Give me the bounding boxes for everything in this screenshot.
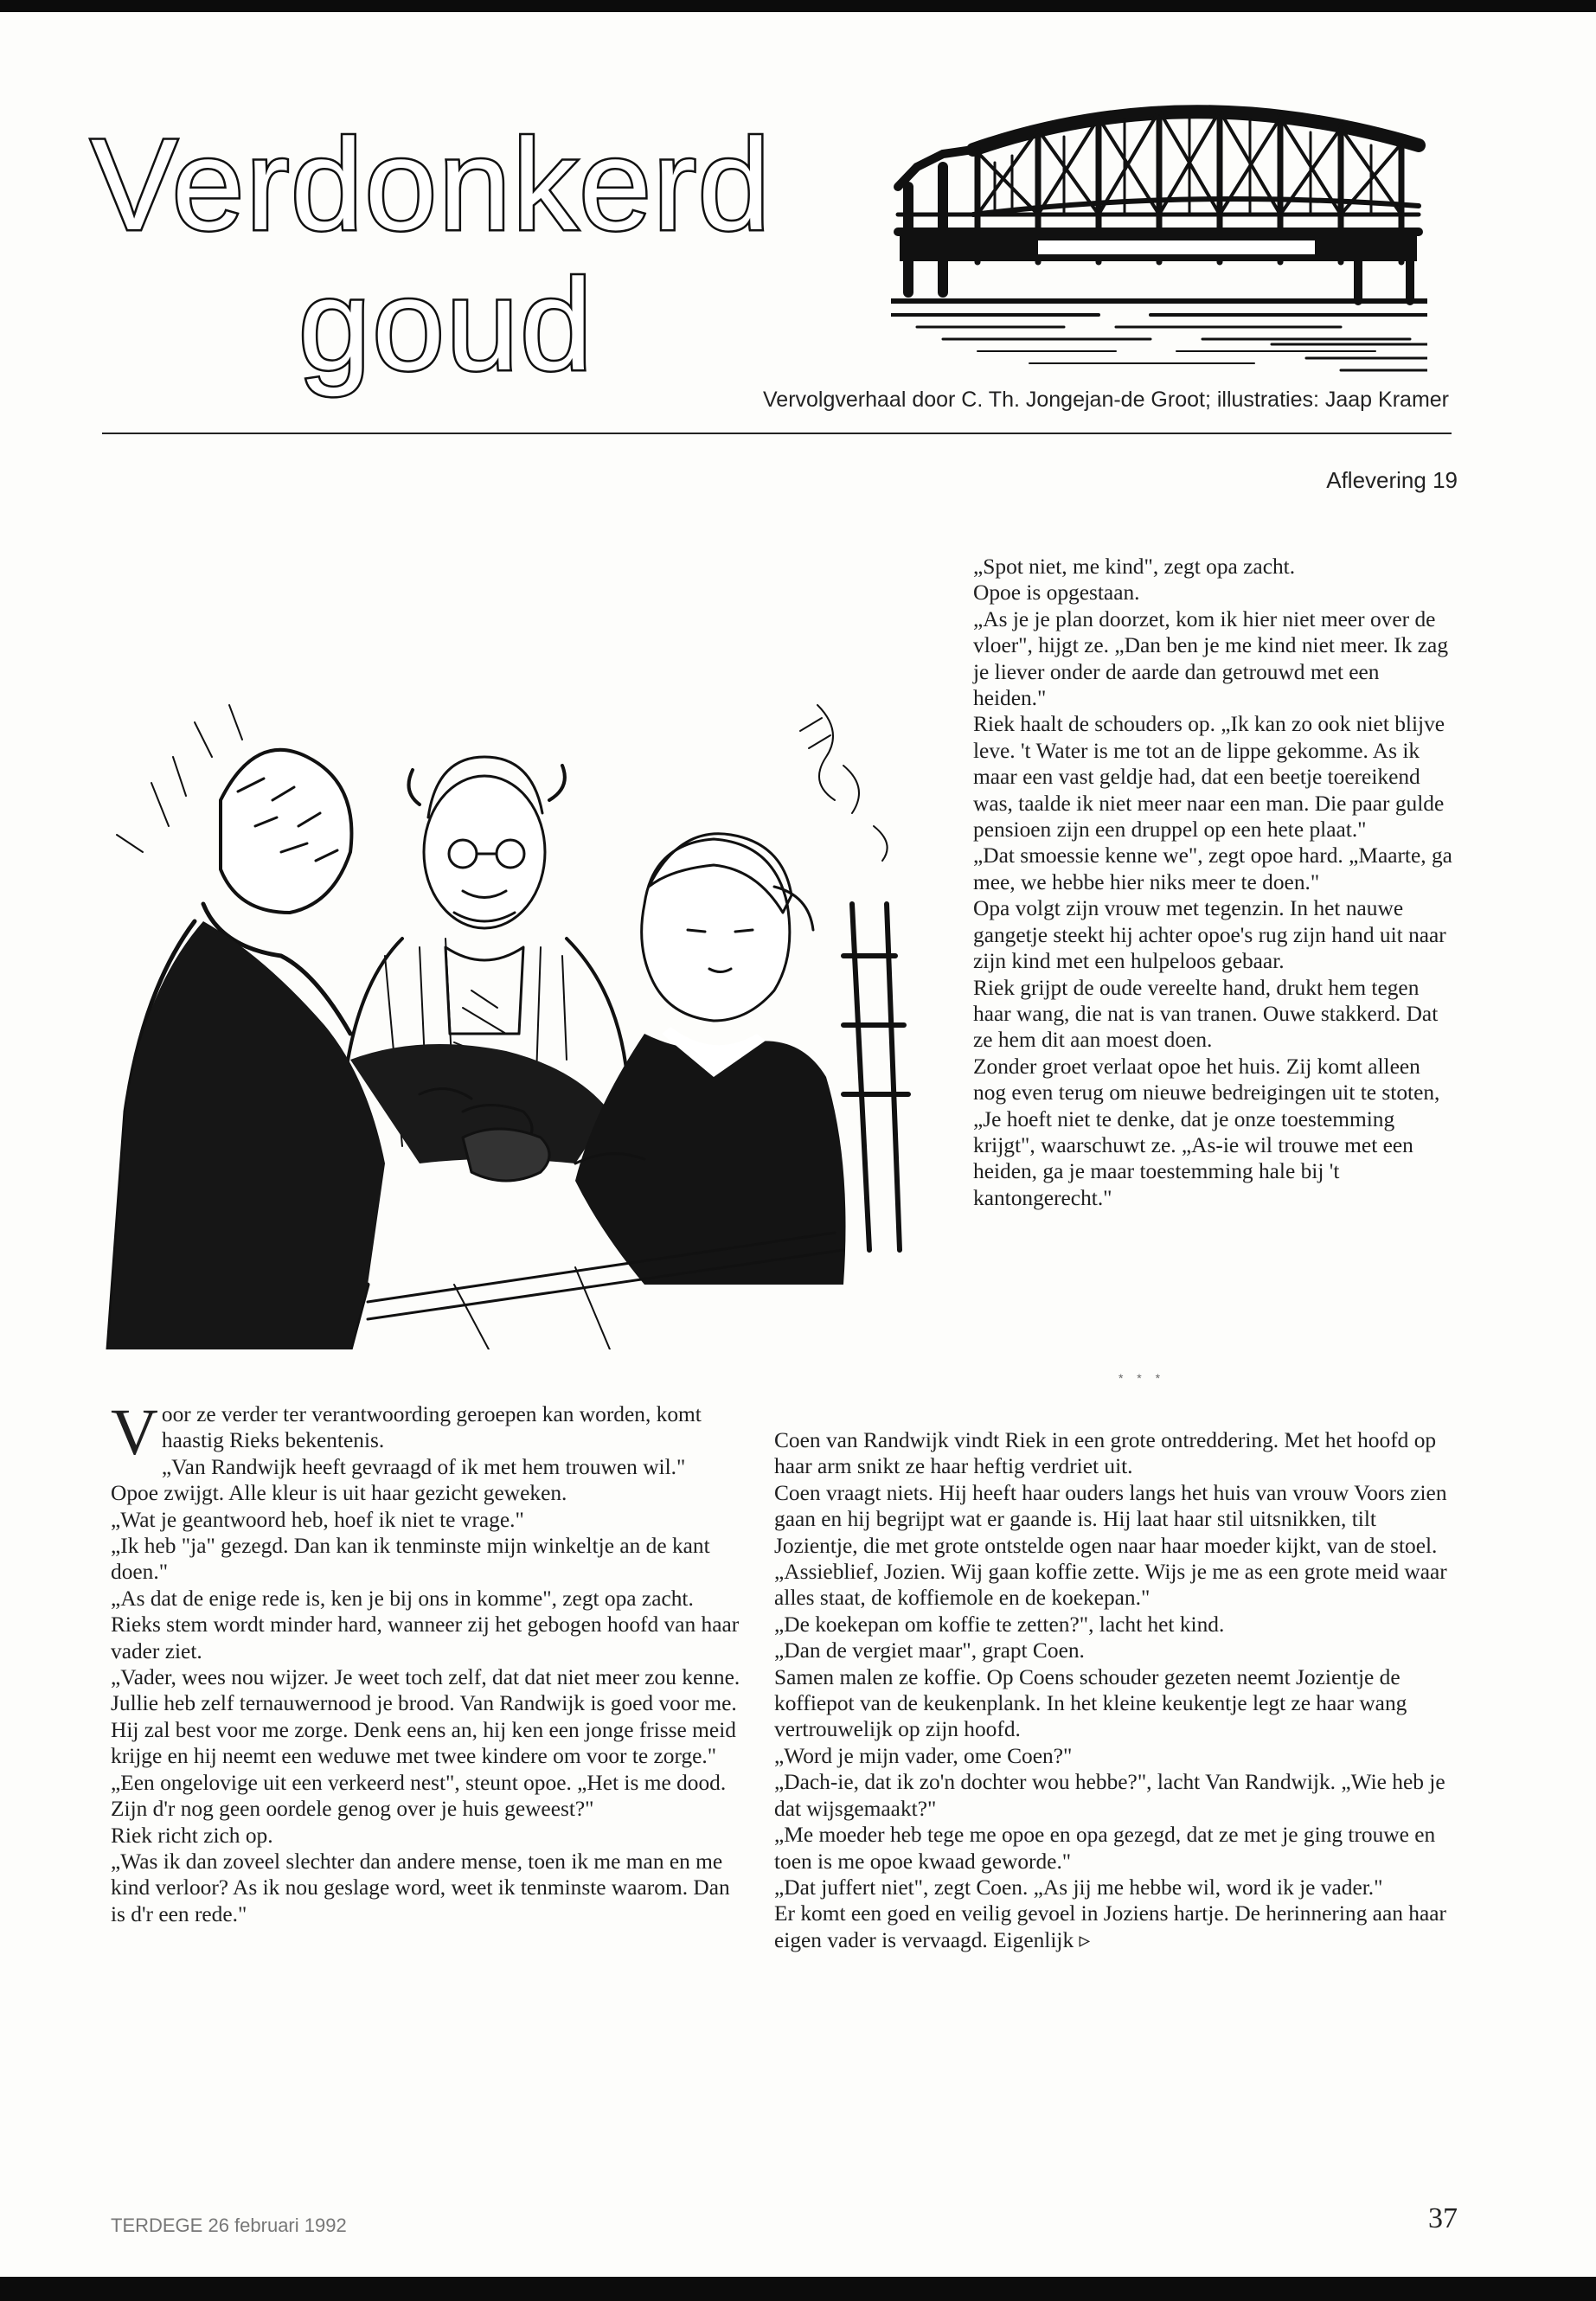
family-scene-illustration	[91, 627, 921, 1349]
first-paragraph-text: oor ze verder ter verantwoording geroepen kan worden, komt haastig Rieks bekentenis.	[161, 1402, 702, 1453]
paragraph: „Vader, wees nou wijzer. Je weet toch zelf, dat dat niet meer zou kenne. Jullie heb zelf ternauwernood je brood. Van Randwijk is goed voor me. Hij zal best voor me zorge. Denk eens an, hij ken een jonge frisse meid krijge en hij neemt een weduwe met twee kindere om voor te zorge."	[111, 1665, 740, 1769]
paragraph: Opoe zwijgt. Alle kleur is uit haar gezicht geweken.	[111, 1481, 567, 1506]
paragraph: „Dach-ie, dat ik zo'n dochter wou hebbe?", lacht Van Randwijk. „Wie heb je dat wijsgemaakt?"	[774, 1770, 1445, 1821]
paragraph: „Ik heb "ja" gezegd. Dan kan ik tenminste mijn winkeltje an de kant doen."	[111, 1534, 710, 1585]
paragraph: „Spot niet, me kind", zegt opa zacht.	[973, 554, 1296, 579]
paragraph: „Dat smoessie kenne we", zegt opoe hard. „Maarte, ga mee, we hebbe hier niks meer te doen."	[973, 843, 1452, 894]
paragraph: „As je je plan doorzet, kom ik hier niet meer over de vloer", hijgt ze. „Dan ben je me kind niet meer. Ik zag je liever onder de aarde dan getrouwd met een heiden."	[973, 606, 1449, 711]
paragraph: „Was ik dan zoveel slechter dan andere mense, toen ik me man en me kind verloor? As ik nou geslage word, weet ik tenminste waarom. Dan is d'r een rede."	[111, 1849, 730, 1926]
article-title-line-2: goud	[298, 252, 594, 397]
paragraph: Rieks stem wordt minder hard, wanneer zij het gebogen hoofd van haar vader ziet.	[111, 1612, 740, 1663]
drop-cap: V	[111, 1396, 158, 1469]
paragraph: Opa volgt zijn vrouw met tegenzin. In het nauwe gangetje steekt hij achter opoe's rug zijn hand uit naar zijn kind met een hulpeloos gebaar.	[973, 896, 1446, 974]
paragraph: „Van Randwijk heeft gevraagd of ik met hem trouwen wil."	[161, 1454, 686, 1479]
scan-edge-top	[0, 0, 1596, 12]
paragraph: Er komt een goed en veilig gevoel in Joziens hartje. De herinnering aan haar eigen vader is vervaagd. Eigenlijk ▹	[774, 1901, 1446, 1952]
paragraph: Riek haalt de schouders op. „Ik kan zo ook niet blijve leve. 't Water is me tot an de lippe gekomme. As ik maar een vast geldje had, dat een beetje toereikend was, taalde ik niet meer naar een man. Die paar gulde pensioen zijn een druppel op een hete plaat."	[973, 712, 1445, 843]
paragraph: Opoe is opgestaan.	[973, 580, 1140, 606]
article-column-right-bottom	[774, 1427, 1458, 1953]
paragraph: „Assieblief, Jozien. Wij gaan koffie zette. Wijs je me as een grote meid waar alles staat, de koffiemole en de koekepan."	[774, 1560, 1447, 1611]
paragraph: Zonder groet verlaat opoe het huis. Zij komt alleen nog even terug om nieuwe bedreigingen uit te stoten, „Je hoeft niet te denke, dat je onze toestemming krijgt", waarschuwt ze. „As-ie wil trouwe met een heiden, ga je maar toestemming hale bij 't kantongerecht."	[973, 1054, 1440, 1210]
byline: Vervolgverhaal door C. Th. Jongejan-de Groot; illustraties: Jaap Kramer	[763, 388, 1449, 412]
paragraph: „Dan de vergiet maar", grapt Coen.	[774, 1638, 1085, 1663]
header-rule	[102, 433, 1452, 434]
paragraph: Coen vraagt niets. Hij heeft haar ouders langs het huis van vrouw Voors zien gaan en hij begrijpt wat er gaande is. Hij laat haar stil uitsnikken, tilt Jozientje, die met grote ontstelde ogen naar haar moeder kijkt, van de stoel.	[774, 1480, 1447, 1558]
paragraph: „As dat de enige rede is, ken je bij ons in komme", zegt opa zacht.	[111, 1586, 694, 1611]
paragraph: „Wat je geantwoord heb, hoef ik niet te vrage."	[111, 1507, 524, 1532]
scan-edge-bottom	[0, 2277, 1596, 2301]
bridge-illustration	[891, 85, 1427, 379]
episode-label: Aflevering 19	[1326, 467, 1458, 493]
footer-magazine-date: TERDEGE 26 februari 1992	[111, 2214, 347, 2236]
paragraph: Samen malen ze koffie. Op Coens schouder gezeten neemt Jozientje de koffiepot van de keukenplank. In het kleine keukentje legt ze haar wang vertrouwelijk op zijn hoofd.	[774, 1664, 1407, 1742]
page-number: 37	[1428, 2202, 1458, 2234]
paragraph: „De koekepan om koffie te zetten?", lacht het kind.	[774, 1612, 1225, 1637]
article-column-left	[111, 1396, 742, 1927]
paragraph: Coen van Randwijk vindt Riek in een grote ontreddering. Met het hoofd op haar arm snikt ze haar heftig verdriet uit.	[774, 1428, 1437, 1479]
paragraph: Riek grijpt de oude vereelte hand, drukt hem tegen haar wang, die nat is van tranen. Ouwe stakkerd. Dat ze hem dit aan moest doen.	[973, 975, 1439, 1053]
paragraph: Riek richt zich op.	[111, 1823, 273, 1848]
article-title-line-1: Verdonkerd	[91, 112, 772, 257]
paragraph: „Dat juffert niet", zegt Coen. „As jij me hebbe wil, word ik je vader."	[774, 1875, 1383, 1900]
paragraph: „Word je mijn vader, ome Coen?"	[774, 1743, 1073, 1768]
section-separator: * * *	[1118, 1371, 1166, 1385]
paragraph: „Me moeder heb tege me opoe en opa gezegd, dat ze met je ging trouwe en toen is me opoe kwaad geworde."	[774, 1823, 1436, 1874]
paragraph: „Een ongelovige uit een verkeerd nest", steunt opoe. „Het is me dood. Zijn d'r nog geen oordele genog over je huis geweest?"	[111, 1770, 727, 1822]
article-column-right-top	[973, 554, 1458, 1211]
